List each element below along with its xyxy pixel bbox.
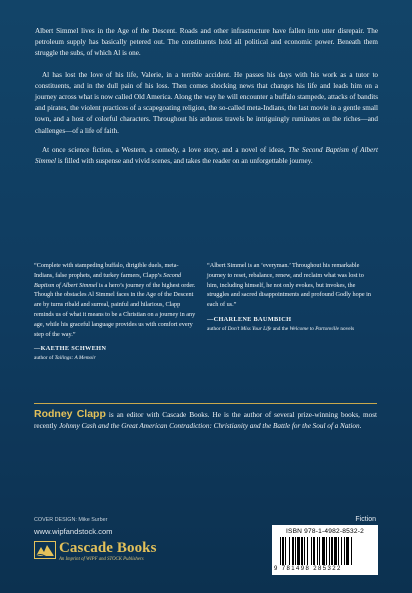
barcode-bar bbox=[301, 537, 303, 565]
barcode-bar bbox=[304, 537, 305, 565]
publisher-tagline: An Imprint of WIPF and STOCK Publishers bbox=[59, 557, 144, 562]
barcode-bar bbox=[351, 537, 352, 565]
barcode-bar bbox=[313, 537, 315, 565]
cascade-logo-icon bbox=[34, 541, 56, 559]
credit-end: novels bbox=[339, 325, 355, 332]
credit-title-2: Welcome to Partonville bbox=[289, 325, 340, 332]
barcode-bar bbox=[341, 537, 342, 565]
barcode-bar bbox=[334, 537, 337, 565]
book-description bbox=[35, 26, 378, 177]
credit-start: author of bbox=[207, 325, 228, 332]
description-p3-end: is filled with suspense and vivid scenes, and takes the reader on an unforgettable journey. bbox=[56, 157, 313, 166]
description-paragraph-2: Al has lost the love of his life, Valerie, in a terrible accident. He passes his days with his work as a tutor to constituents, and in the dull pain of his loss. Then comes shocking news that changes his life and leads him on a journey across what is now called Old America. Along the way he will encounter a buffalo stampede, attacks of bandits and pirates, the violent practices of a scapegoating religion, the so-called meta-Indians, the last movie in a gentle small town, and a host of colorful characters. Throughout his arduous travels he intriguingly ruminates on the riches—and challenges—of a life of faith. bbox=[35, 70, 378, 135]
endorsement-left bbox=[34, 261, 196, 362]
barcode-bar bbox=[331, 537, 333, 565]
quote-end: is a hero’s journey of the highest order. Though the obstacles Al Simmel faces in the Age of the Descent are by turns ribald and surreal, painful and hilarious, Clapp reminds us of what it means to be a Christian on a journey in any age, while his graceful language provides us with comfort every step of the way.” bbox=[34, 281, 196, 338]
cover-design-credit: COVER DESIGN: Mike Surber bbox=[34, 517, 108, 523]
credit-mid: and the bbox=[271, 325, 290, 332]
isbn-label: ISBN 978-1-4982-8532-2 bbox=[285, 528, 365, 535]
barcode-panel bbox=[272, 525, 378, 575]
barcode-bar bbox=[338, 537, 339, 565]
barcode-bar bbox=[289, 537, 290, 565]
barcode-bar bbox=[346, 537, 349, 565]
barcode-bar bbox=[329, 537, 330, 565]
description-paragraph-3 bbox=[35, 145, 378, 167]
publisher-name: Cascade Books bbox=[59, 540, 157, 556]
barcode-bar bbox=[322, 537, 325, 565]
endorsement-quote: “Albert Simmel is an ‘everyman.’ Throughout his remarkable journey to reset, rebalance, renew, and reclaim what was lost to him, including himself, he not only evokes, but invokes, the struggles and sacred disappointments and profound Godly hope in each of us.” bbox=[207, 262, 371, 309]
quote-start: “Complete with stampeding buffalo, dirigible duels, meta-Indians, false prophets, and turkey farmers, Clapp’s bbox=[34, 262, 179, 279]
description-paragraph-1: Albert Simmel lives in the Age of the Descent. Roads and other infrastructure have fallen into utter disrepair. The petroleum supply has basically petered out. The constituents hold all political and economic power. Beneath them struggle the subs, of which Al is one. bbox=[35, 27, 378, 58]
endorsement-quote bbox=[34, 261, 196, 339]
genre-label: Fiction bbox=[355, 516, 376, 523]
quote-title: Second Baptism of Albert Simmel bbox=[34, 271, 182, 289]
barcode-bar bbox=[307, 537, 308, 565]
barcode-bar bbox=[285, 537, 286, 565]
barcode-bar bbox=[297, 537, 300, 565]
barcode-icon bbox=[280, 537, 372, 565]
publisher-logo bbox=[34, 540, 184, 564]
barcode-bar bbox=[344, 537, 345, 565]
author-bio-start: is an editor with Cascade Books. He is the author of several prize-winning books, most recently bbox=[34, 411, 377, 430]
endorser-credit bbox=[207, 325, 375, 333]
barcode-bar bbox=[295, 537, 296, 565]
credit-title: Don’t Miss Your Life bbox=[227, 325, 272, 332]
barcode-bar bbox=[311, 537, 312, 565]
divider-rule bbox=[34, 403, 377, 404]
author-name: Rodney Clapp bbox=[34, 408, 106, 420]
author-bio-title: Johnny Cash and the Great American Contradiction: Christianity and the Battle for the Soul of a Nation bbox=[58, 422, 360, 430]
author-bio bbox=[34, 409, 377, 432]
barcode-bar bbox=[292, 537, 294, 565]
description-p3-start: At once science fiction, a Western, a comedy, a love story, and a novel of ideas, bbox=[42, 145, 289, 154]
barcode-bar bbox=[282, 537, 284, 565]
barcode-bar bbox=[280, 537, 281, 565]
barcode-digits: 9 781498 285322 bbox=[274, 566, 342, 572]
endorser-credit bbox=[34, 354, 196, 362]
barcode-bar bbox=[319, 537, 320, 565]
description-p3-title: The Second Baptism of Albert Simmel bbox=[35, 145, 378, 166]
credit-title: Tailings: A Memoir bbox=[54, 355, 96, 362]
author-bio-end: . bbox=[359, 422, 362, 430]
endorser-name: —CHARLENE BAUMBICH bbox=[207, 315, 292, 323]
barcode-bar bbox=[326, 537, 327, 565]
endorsement-right bbox=[207, 261, 375, 333]
credit-start: author of bbox=[34, 355, 55, 362]
endorser-name: —KAETHE SCHWEHN bbox=[34, 345, 107, 353]
barcode-bar bbox=[317, 537, 318, 565]
publisher-website[interactable]: www.wipfandstock.com bbox=[34, 527, 113, 536]
